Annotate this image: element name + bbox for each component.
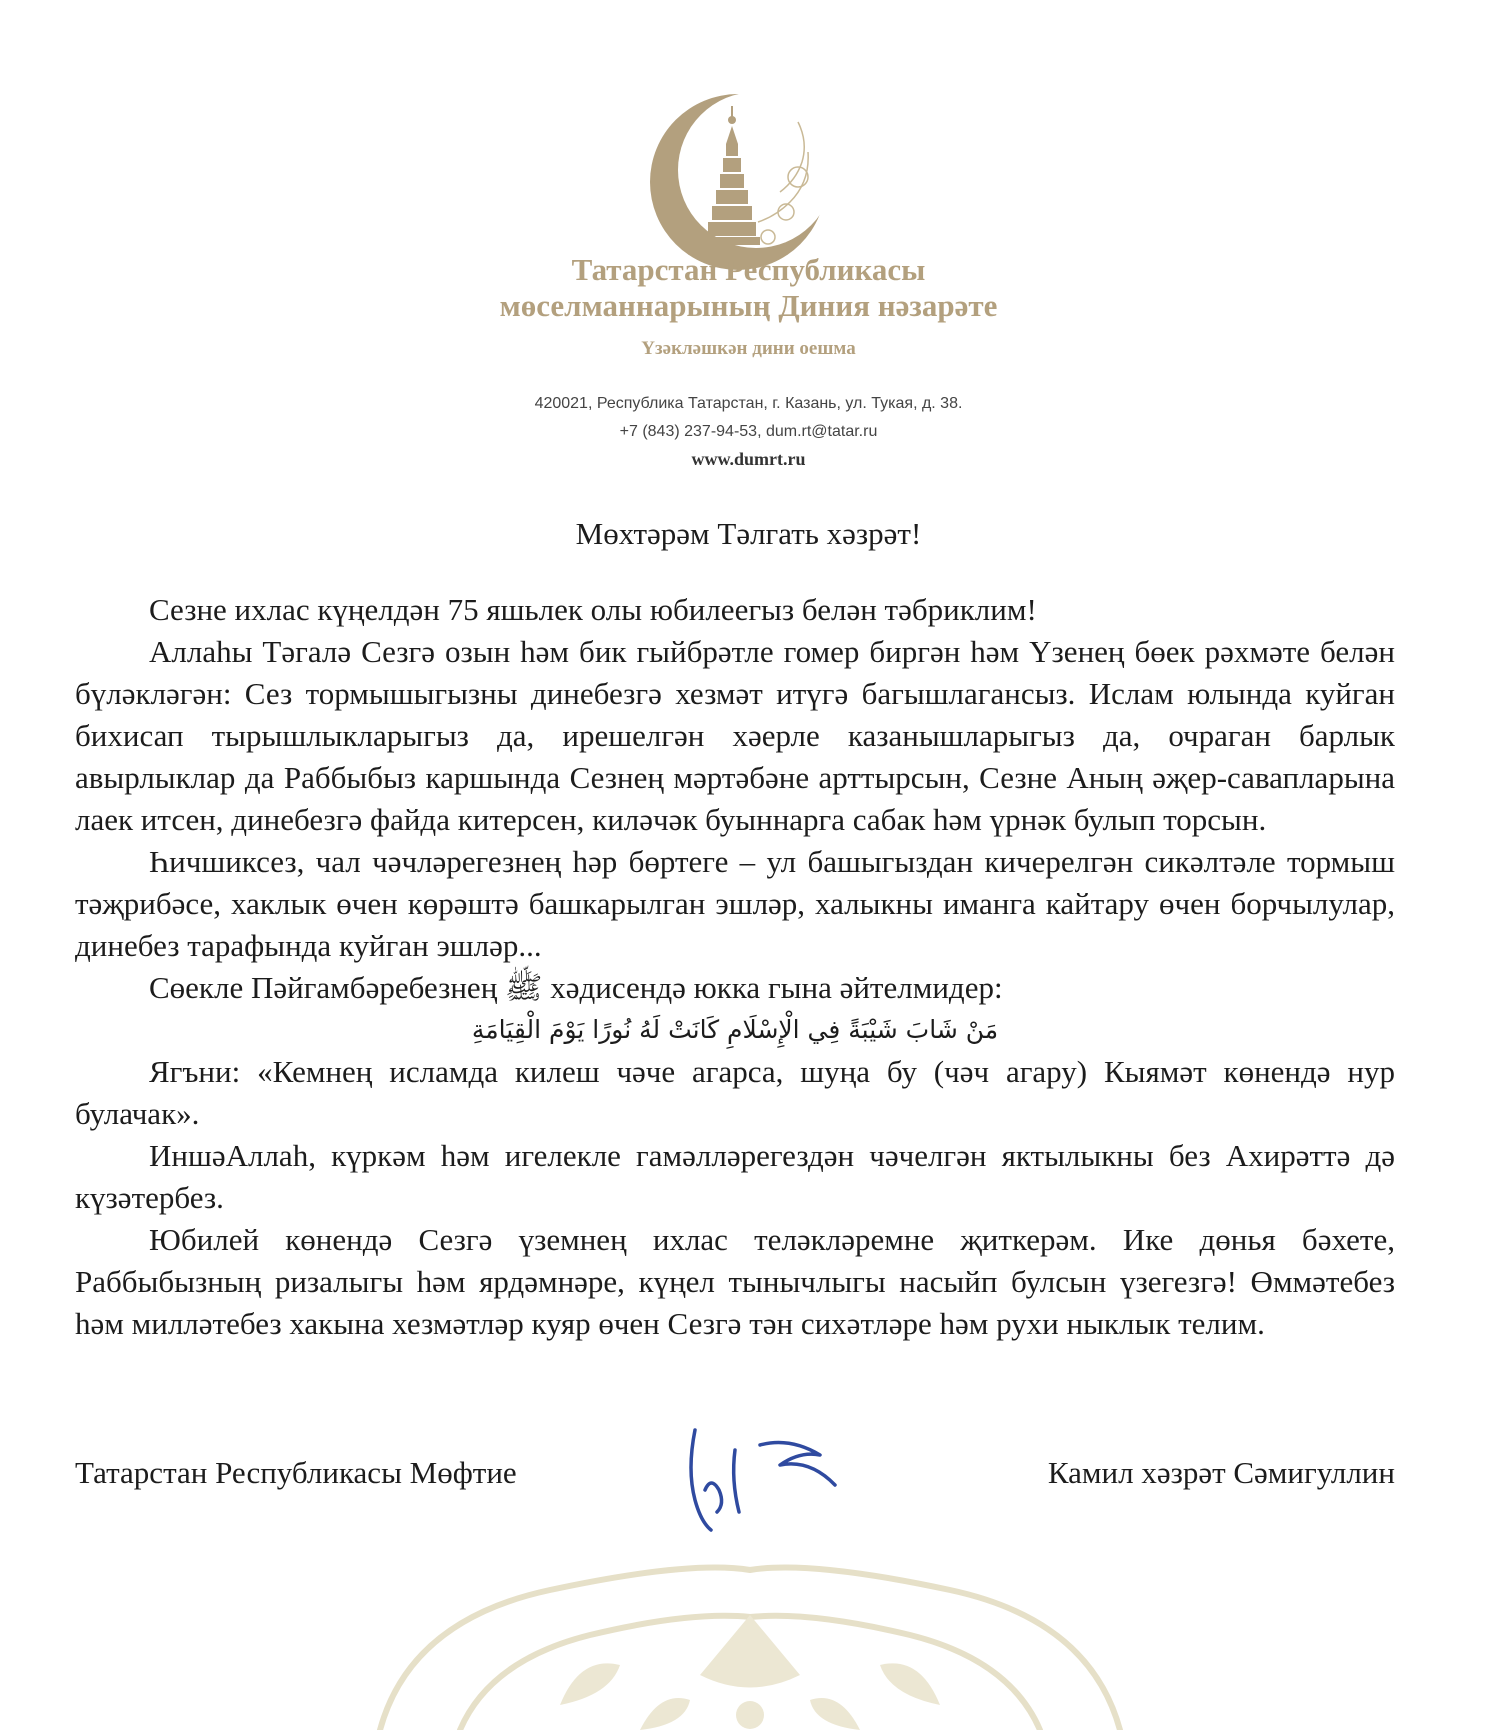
letter-body: [75, 589, 1395, 1345]
signatory-name: Камил хәзрәт Сәмигуллин: [1047, 1455, 1395, 1490]
paragraph: Юбилей көнендә Сезгә үземнең ихлас теләкләремне җиткерәм. Ике дөнья бәхете, Раббыбызның ризалыгы һәм ярдәмнәре, күңел тынычлыгы насыйп булсын үзегезгә! Өммәтебез һәм милләтебез хакына хезмәтләр куяр өчен Сезгә тән сихәтләре һәм рухи ныклык телим.: [75, 1222, 1395, 1341]
contact-info: +7 (843) 237-94-53, dum.rt@tatar.ru: [619, 423, 878, 440]
paragraph: Сезне ихлас күңелдән 75 яшьлек олы юбилеегыз белән тәбриклим!: [149, 592, 1037, 627]
organization-type: Үзәкләшкән дини оешма: [641, 338, 856, 359]
organization-name-line1: Татарстан Республикасы: [571, 252, 926, 287]
arabic-hadith-quote: مَنْ شَابَ شَيْبَةً فِي الْإِسْلَامِ كَانَتْ لَهُ نُورًا يَوْمَ الْقِيَامَةِ: [471, 1015, 999, 1044]
crescent-minaret-logo-icon: [648, 82, 828, 272]
handwritten-signature-icon: [665, 1420, 865, 1540]
organization-name-line2: мөселманнарының Диния нәзарәте: [499, 288, 998, 323]
paragraph: Һичшиксез, чал чәчләрегезнең һәр бөртеге – ул башыгыздан кичерелгән сикәлтәле тормыш тәҗрибәсе, хаклык өчен көрәштә башкарылган эшләр, халыкны иманга кайтару өчен борчылулар, динебез тарафында куйган эшләр...: [75, 844, 1395, 963]
paragraph: ИншәАллаһ, күркәм һәм игелекле гамәлләрегездән чәчелгән яктылыкны без Ахирәттә дә күзәтербез.: [75, 1138, 1395, 1215]
postal-address: 420021, Республика Татарстан, г. Казань, ул. Тукая, д. 38.: [534, 395, 963, 412]
salutation: Мөхтәрәм Тәлгать хәзрәт!: [575, 516, 922, 551]
floral-ornament-icon: [260, 1555, 1240, 1730]
website-link[interactable]: www.dumrt.ru: [691, 449, 806, 469]
paragraph: Аллаһы Тәгалә Сезгә озын һәм бик гыйбрәтле гомер биргән һәм Үзенең бөек рәхмәте белән бүләкләгән: Сез тормышыгызны динебезгә хезмәт итүгә багышлагансыз. Ислам юлында куйган бихисап тырышлыкларыгыз да, ирешелгән хәерле казанышларыгыз да, очраган барлык авырлыклар да Раббыбыз каршында Сезнең мәртәбәне арттырсын, Сезне Аның әҗер-савапларына лаек итсен, динебезгә файда китерсен, киләчәк буыннарга сабак һәм үрнәк булып торсын.: [75, 634, 1395, 837]
paragraph: Сөекле Пәйгамбәребезнең ﷺ хәдисендә юкка гына әйтелмидер:: [149, 970, 1003, 1005]
paragraph: Ягъни: «Кемнең исламда килеш чәче агарса, шуңа бу (чәч агару) Кыямәт көнендә нур булачак».: [75, 1054, 1395, 1131]
signatory-position: Татарстан Республикасы Мөфтие: [75, 1455, 517, 1490]
